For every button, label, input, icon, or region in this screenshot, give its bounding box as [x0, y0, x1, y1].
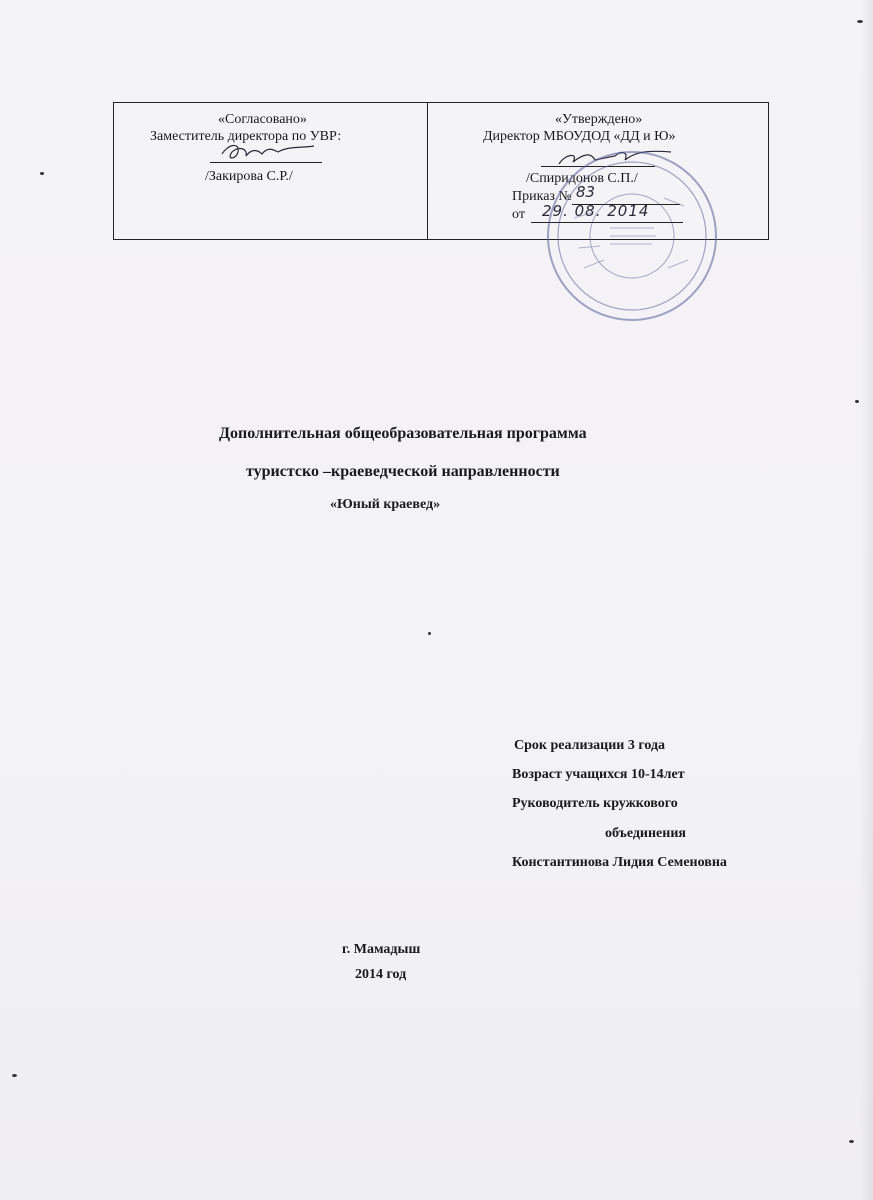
agreed-position: Заместитель директора по УВР: — [150, 129, 342, 144]
year-text: 2014 год — [355, 967, 407, 982]
program-title-line-2: туристско –краеведческой направленности — [246, 463, 560, 480]
scan-speck — [40, 172, 44, 175]
page-edge-shadow — [859, 0, 873, 1200]
approved-position: Директор МБОУДОД «ДД и Ю» — [483, 129, 676, 144]
order-label: Приказ № — [512, 189, 572, 204]
term-text: Срок реализации 3 года — [514, 738, 666, 753]
signature-zakirova — [218, 140, 318, 164]
order-number: 83 — [576, 183, 596, 201]
leader-name: Константинова Лидия Семеновна — [512, 855, 727, 870]
date-value: 29. 08. 2014 — [542, 202, 650, 220]
approved-heading: «Утверждено» — [555, 112, 643, 127]
leader-label-1: Руководитель кружкового — [512, 796, 678, 811]
leader-label-2: объединения — [605, 826, 686, 841]
scan-speck — [428, 632, 431, 635]
official-stamp — [544, 148, 720, 324]
scan-speck — [12, 1074, 17, 1077]
approved-name: /Спиридонов С.П./ — [526, 171, 638, 186]
approval-cell-agreed — [114, 103, 428, 239]
city-text: г. Мамадыш — [342, 942, 421, 957]
program-name: «Юный краевед» — [330, 497, 441, 512]
scan-speck — [849, 1140, 854, 1143]
program-title-line-1: Дополнительная общеобразовательная программа — [219, 425, 587, 442]
scan-speck — [855, 400, 859, 403]
age-text: Возраст учащихся 10-14лет — [512, 767, 685, 782]
date-label: от — [512, 207, 525, 222]
agreed-heading: «Согласовано» — [218, 112, 307, 127]
scan-speck — [857, 20, 863, 23]
agreed-name: /Закирова С.Р./ — [205, 169, 293, 184]
